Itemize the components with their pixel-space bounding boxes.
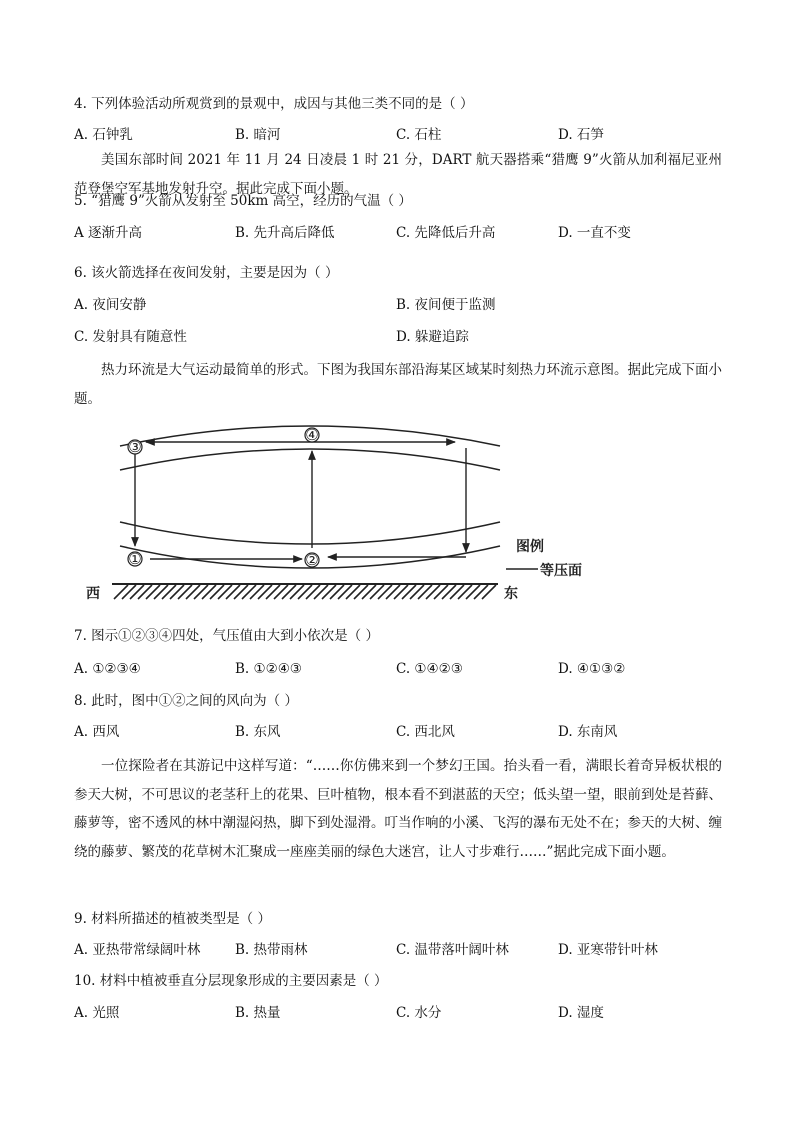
q10-option-c: C. 水分 [396, 1005, 442, 1021]
isobar-upper-2 [120, 449, 500, 470]
q4-option-d: D. 石笋 [558, 127, 604, 143]
question-9-stem: 9. 材料所描述的植被类型是（ ） [74, 911, 271, 927]
q10-option-b: B. 热量 [235, 1005, 281, 1021]
q6-option-b: B. 夜间便于监测 [396, 297, 496, 313]
question-5-stem: 5. “猎鹰 9”火箭从发射至 50km 高空，经历的气温（ ） [74, 193, 412, 209]
point-2 [305, 551, 319, 569]
q4-option-b: B. 暗河 [235, 127, 281, 143]
question-7-stem: 7. 图示①②③④四处，气压值由大到小依次是（ ） [74, 628, 379, 644]
q10-option-d: D. 湿度 [558, 1005, 604, 1021]
q9-option-a: A. 亚热带常绿阔叶林 [74, 942, 201, 958]
passage-rocket: 美国东部时间 2021 年 11 月 24 日凌晨 1 时 21 分，DART 航天器搭乘“猎鹰 9”火箭从加利福尼亚州范登堡空军基地发射升空。据此完成下面小题。 [74, 152, 722, 197]
q8-option-b: B. 东风 [235, 724, 281, 740]
q7-option-d: D. ④①③② [558, 661, 626, 677]
east-label: 东 [504, 586, 518, 602]
q5-option-a: A 逐渐升高 [74, 225, 143, 241]
q8-option-c: C. 西北风 [396, 724, 455, 740]
q7-option-c: C. ①④②③ [396, 661, 463, 677]
legend-title: 图例 [516, 539, 544, 555]
q9-option-d: D. 亚寒带针叶林 [558, 942, 658, 958]
legend-item-isobar: 等压面 [540, 563, 582, 579]
thermal-circulation-diagram [80, 418, 620, 610]
q8-option-a: A. 西风 [74, 724, 120, 740]
q10-option-a: A. 光照 [74, 1005, 120, 1021]
q7-option-a: A. ①②③④ [74, 661, 141, 677]
q6-option-a: A. 夜间安静 [74, 297, 147, 313]
point-4-label: ④ [305, 426, 319, 444]
question-8-stem: 8. 此时，图中①②之间的风向为（ ） [74, 693, 298, 709]
west-label: 西 [86, 586, 100, 602]
q5-option-d: D. 一直不变 [558, 225, 631, 241]
point-2-label: ② [305, 551, 319, 569]
point-1 [128, 550, 142, 568]
isobar-lower-1 [120, 522, 500, 544]
q5-option-c: C. 先降低后升高 [396, 225, 496, 241]
passage-thermal-circulation: 热力环流是大气运动最简单的形式。下图为我国东部沿海某区域某时刻热力环流示意图。据此完成下面小题。 [74, 362, 722, 407]
q4-option-c: C. 石柱 [396, 127, 442, 143]
q4-option-a: A. 石钟乳 [74, 127, 133, 143]
point-3-label: ③ [128, 438, 142, 456]
question-4-stem: 4. 下列体验活动所观赏到的景观中，成因与其他三类不同的是（ ） [74, 96, 474, 112]
q6-option-d: D. 躲避追踪 [396, 329, 469, 345]
passage-explorer-travelogue: 一位探险者在其游记中这样写道：“……你仿佛来到一个梦幻王国。抬头看一看，满眼长着奇异板状根的参天大树，不可思议的老茎秆上的花果、巨叶植物，根本看不到湛蓝的天空；低头望一望，眼前到处是苔藓、藤萝等，密不透风的林中潮湿闷热，脚下到处湿滑。叮当作响的小溪、飞泻的瀑布无处不在；参天的大树、缠绕的藤萝、繁茂的花草树木汇聚成一座座美丽的绿色大迷宫，让人寸步难行……”据此完成下面小题。 [74, 758, 722, 860]
q7-option-b: B. ①②④③ [235, 661, 302, 677]
point-4 [305, 426, 319, 444]
question-6-stem: 6. 该火箭选择在夜间发射，主要是因为（ ） [74, 265, 339, 281]
q8-option-d: D. 东南风 [558, 724, 618, 740]
q6-option-c: C. 发射具有随意性 [74, 329, 187, 345]
q5-option-b: B. 先升高后降低 [235, 225, 335, 241]
question-10-stem: 10. 材料中植被垂直分层现象形成的主要因素是（ ） [74, 973, 388, 989]
point-3 [128, 438, 142, 456]
q9-option-c: C. 温带落叶阔叶林 [396, 942, 509, 958]
q9-option-b: B. 热带雨林 [235, 942, 308, 958]
point-1-label: ① [128, 550, 142, 568]
